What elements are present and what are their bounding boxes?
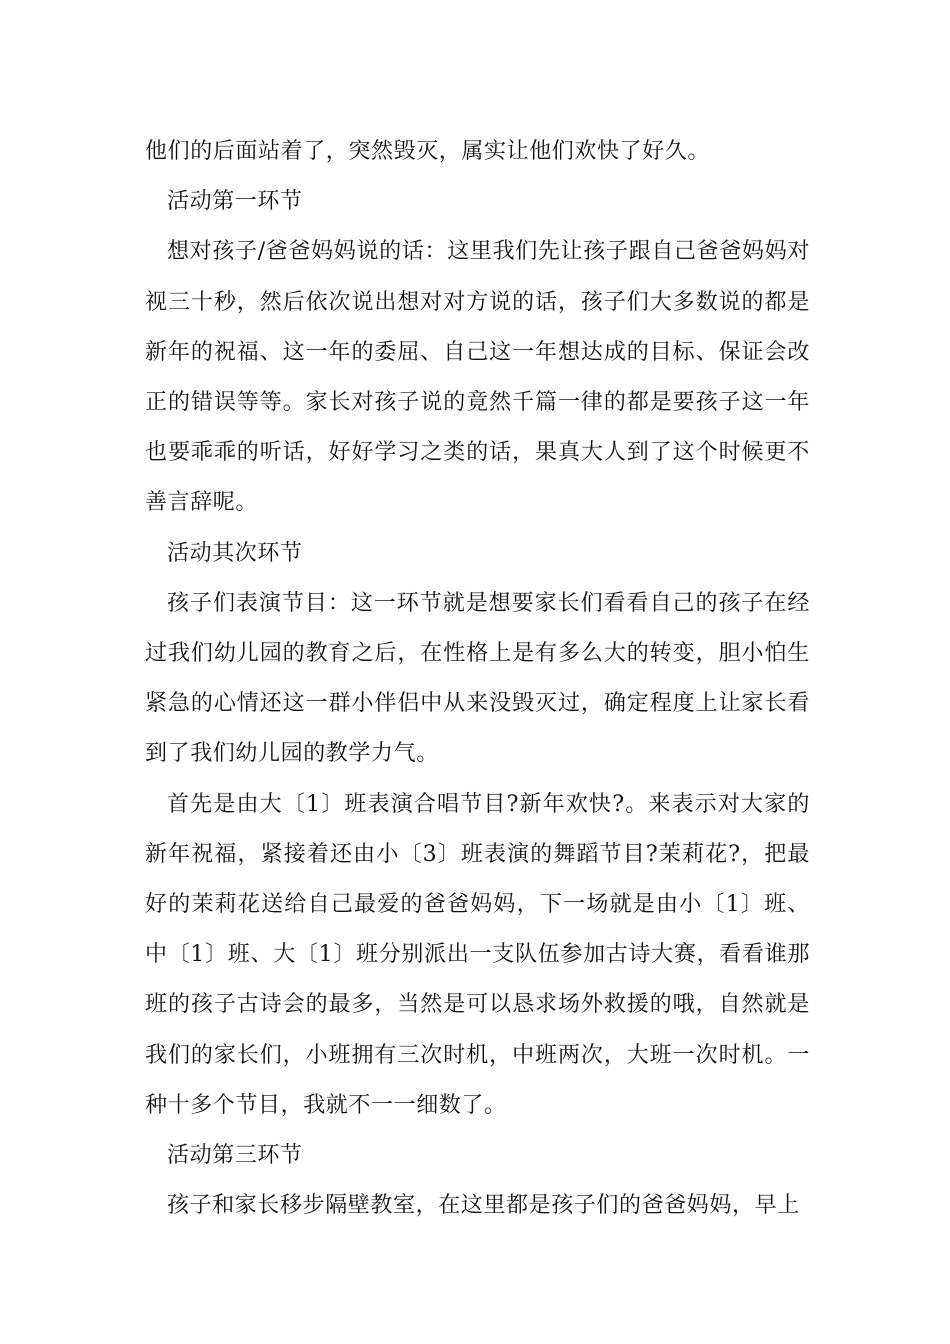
paragraph-words-to-family: 想对孩子/爸爸妈妈说的话：这里我们先让孩子跟自己爸爸妈妈对视三十秒，然后依次说出想对对方说的话，孩子们大多数说的都是新年的祝福、这一年的委屈、自己这一年想达成的目标、保证会改正的错误等等。家长对孩子说的竟然千篇一律的都是要孩子这一年也要乖乖的听话，好好学习之类的话，果真大人到了这个时候更不善言辞呢。 <box>145 239 810 516</box>
section-heading-activity-3: 活动第三环节 <box>167 1143 303 1169</box>
paragraph-move-classroom: 孩子和家长移步隔壁教室，在这里都是孩子们的爸爸妈妈，早上 <box>167 1193 800 1219</box>
document-body <box>145 127 810 1231</box>
section-heading-activity-2: 活动其次环节 <box>167 540 303 566</box>
section-heading-activity-1: 活动第一环节 <box>167 189 303 215</box>
paragraph-continuation: 他们的后面站着了，突然毁灭，属实让他们欢快了好久。 <box>145 139 711 164</box>
paragraph-children-performance: 孩子们表演节目：这一环节就是想要家长们看看自己的孩子在经过我们幼儿园的教育之后，在性格上是有多么大的转变，胆小怕生紧急的心情还这一群小伴侣中从来没毁灭过，确定程度上让家长看到了我们幼儿园的教学力气。 <box>145 590 810 767</box>
paragraph-program-list: 首先是由大〔1〕班表演合唱节目?新年欢快?。来表示对大家的新年祝福，紧接着还由小〔3〕班表演的舞蹈节目?茉莉花?，把最好的茉莉花送给自己最爱的爸爸妈妈，下一场就是由小〔1〕班、中〔1〕班、大〔1〕班分别派出一支队伍参加古诗大赛，看看谁那班的孩子古诗会的最多，当然是可以恳求场外救援的哦，自然就是我们的家长们，小班拥有三次时机，中班两次，大班一次时机。一种十多个节目，我就不一一细数了。 <box>145 791 810 1118</box>
